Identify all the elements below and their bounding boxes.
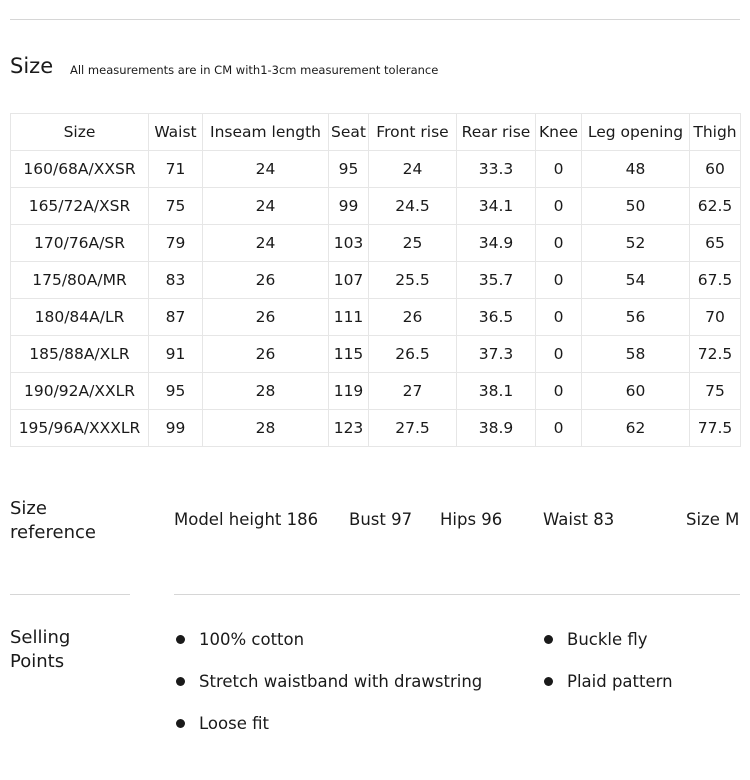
table-cell: 75 [690,373,741,410]
table-cell: 160/68A/XXSR [11,151,149,188]
table-cell: 24 [369,151,457,188]
table-row [11,262,741,299]
bullet-icon [176,635,185,644]
bullet-icon [176,719,185,728]
table-cell: 34.9 [457,225,536,262]
table-cell: 67.5 [690,262,741,299]
selling-point-text: 100% cotton [199,630,305,649]
selling-points-title-line1: Selling [10,627,71,648]
table-cell: 28 [203,373,329,410]
header-cell: Size [11,114,149,151]
table-cell: 77.5 [690,410,741,447]
table-cell: 34.1 [457,188,536,225]
table-cell: 26.5 [369,336,457,373]
table-header-row [11,114,741,151]
header-cell: Inseam length [203,114,329,151]
table-row [11,410,741,447]
table-cell: 70 [690,299,741,336]
table-cell: 65 [690,225,741,262]
table-cell: 24 [203,188,329,225]
table-cell: 95 [329,151,369,188]
bullet-icon [176,677,185,686]
selling-point-text: Buckle fly [567,630,648,649]
table-cell: 26 [203,262,329,299]
table-cell: 190/92A/XXLR [11,373,149,410]
header-cell: Thigh [690,114,741,151]
table-row [11,225,741,262]
table-cell: 79 [149,225,203,262]
selling-point-item [176,630,304,649]
header-cell: Rear rise [457,114,536,151]
table-row [11,373,741,410]
header-cell: Knee [536,114,582,151]
table-cell: 35.7 [457,262,536,299]
table-cell: 0 [536,299,582,336]
measurement-note: All measurements are in CM with1-3cm measurement tolerance [70,63,439,77]
table-cell: 107 [329,262,369,299]
table-cell: 24 [203,151,329,188]
table-cell: 37.3 [457,336,536,373]
table-cell: 115 [329,336,369,373]
table-cell: 62 [582,410,690,447]
table-cell: 28 [203,410,329,447]
table-cell: 0 [536,225,582,262]
header-cell: Seat [329,114,369,151]
header-cell: Front rise [369,114,457,151]
model-bust: Bust 97 [349,510,413,529]
table-cell: 38.9 [457,410,536,447]
table-cell: 99 [149,410,203,447]
size-heading: Size [10,54,54,78]
table-cell: 27.5 [369,410,457,447]
table-cell: 175/80A/MR [11,262,149,299]
table-cell: 54 [582,262,690,299]
table-cell: 26 [203,299,329,336]
table-cell: 27 [369,373,457,410]
table-cell: 50 [582,188,690,225]
header-cell: Leg opening [582,114,690,151]
selling-point-item [544,672,673,691]
model-size: Size M [686,510,740,529]
table-row [11,151,741,188]
table-row [11,299,741,336]
selling-point-item [544,630,648,649]
bullet-icon [544,677,553,686]
table-cell: 24 [203,225,329,262]
table-cell: 119 [329,373,369,410]
table-cell: 72.5 [690,336,741,373]
table-cell: 195/96A/XXXLR [11,410,149,447]
table-cell: 58 [582,336,690,373]
table-row [11,188,741,225]
selling-point-text: Stretch waistband with drawstring [199,672,483,691]
table-cell: 83 [149,262,203,299]
section-divider-right [174,594,740,595]
selling-point-item [176,714,269,733]
model-waist: Waist 83 [543,510,615,529]
table-cell: 0 [536,151,582,188]
section-divider-left [10,594,130,595]
table-cell: 24.5 [369,188,457,225]
top-divider [10,19,740,20]
header-cell: Waist [149,114,203,151]
table-cell: 52 [582,225,690,262]
table-cell: 165/72A/XSR [11,188,149,225]
table-cell: 95 [149,373,203,410]
table-cell: 62.5 [690,188,741,225]
table-cell: 25 [369,225,457,262]
selling-point-text: Loose fit [199,714,269,733]
table-cell: 71 [149,151,203,188]
size-reference-title-line1: Size [10,498,47,519]
table-cell: 91 [149,336,203,373]
selling-point-item [176,672,482,691]
table-cell: 26 [369,299,457,336]
table-cell: 170/76A/SR [11,225,149,262]
table-cell: 26 [203,336,329,373]
model-height: Model height 186 [174,510,319,529]
bullet-icon [544,635,553,644]
selling-points-title-line2: Points [10,651,65,672]
table-cell: 38.1 [457,373,536,410]
table-cell: 25.5 [369,262,457,299]
table-cell: 123 [329,410,369,447]
selling-point-text: Plaid pattern [567,672,673,691]
table-cell: 33.3 [457,151,536,188]
table-cell: 111 [329,299,369,336]
table-cell: 36.5 [457,299,536,336]
size-chart-table [10,113,741,447]
table-cell: 0 [536,373,582,410]
table-cell: 60 [582,373,690,410]
table-cell: 0 [536,188,582,225]
size-reference-title [10,497,96,545]
model-hips: Hips 96 [440,510,503,529]
table-cell: 0 [536,262,582,299]
table-cell: 185/88A/XLR [11,336,149,373]
table-cell: 75 [149,188,203,225]
size-reference-title-line2: reference [10,522,96,543]
table-cell: 60 [690,151,741,188]
table-cell: 103 [329,225,369,262]
table-cell: 180/84A/LR [11,299,149,336]
selling-points-title [10,626,70,674]
table-cell: 56 [582,299,690,336]
table-cell: 48 [582,151,690,188]
table-cell: 87 [149,299,203,336]
table-cell: 0 [536,410,582,447]
table-cell: 99 [329,188,369,225]
table-row [11,336,741,373]
table-cell: 0 [536,336,582,373]
